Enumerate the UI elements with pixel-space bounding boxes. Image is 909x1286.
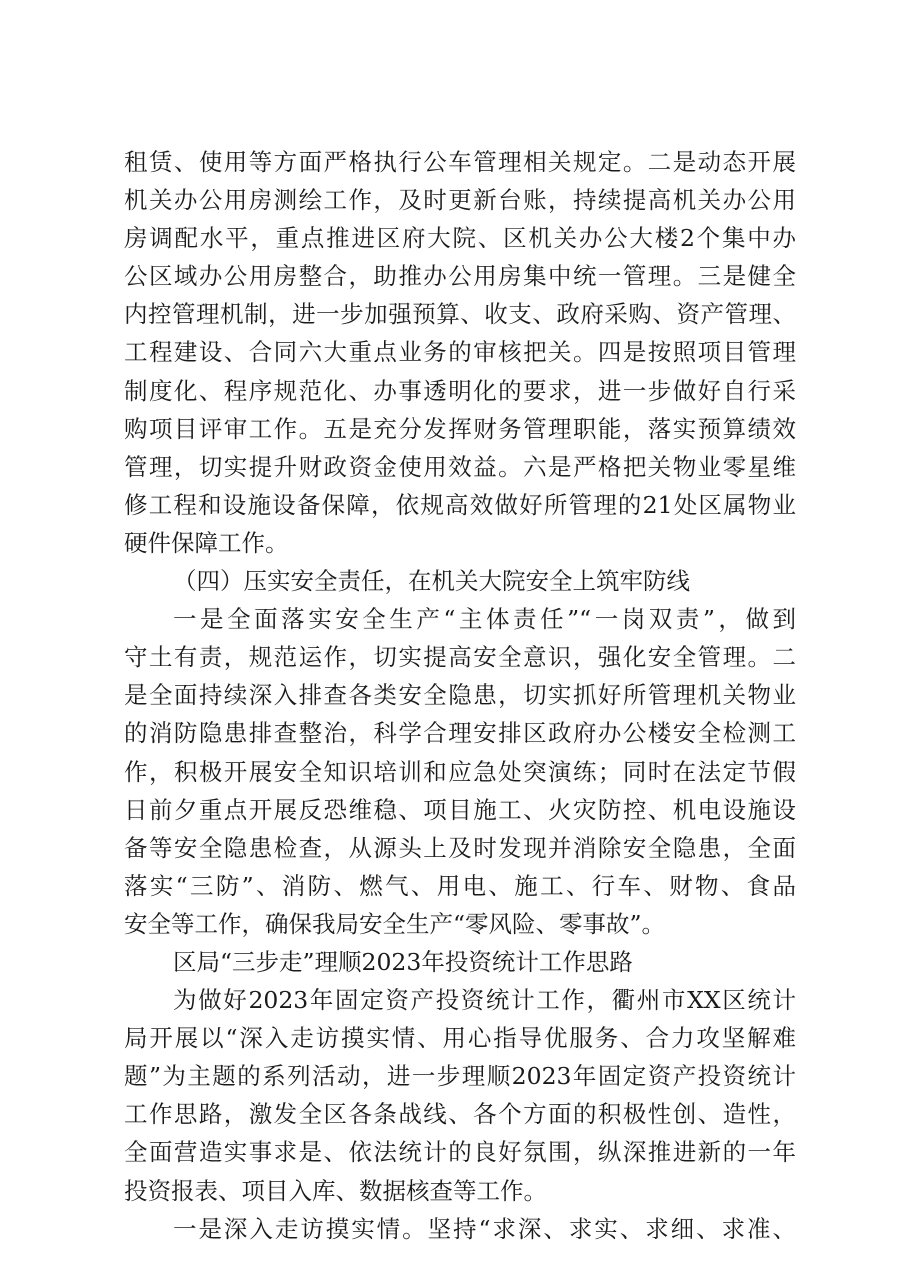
text-line: 局开展以“深入走访摸实情、用心指导优服务、合力攻坚解难: [124, 1024, 796, 1053]
text-line: 题”为主题的系列活动，进一步理顺2023年固定资产投资统计: [124, 1062, 796, 1091]
text-line: 制度化、程序规范化、办事透明化的要求，进一步做好自行采: [124, 376, 796, 405]
text-line: 投资报表、项目入库、数据核查等工作。: [124, 1176, 547, 1205]
text-line: 硬件保障工作。: [124, 528, 289, 557]
article-title: 区局“三步走”理顺2023年投资统计工作思路: [173, 947, 633, 976]
text-line: 公区域办公用房整合，助推办公用房集中统一管理。三是健全: [124, 262, 796, 291]
document-body: [124, 143, 796, 1248]
text-line: 的消防隐患排查整治，科学合理安排区政府办公楼安全检测工: [124, 719, 796, 748]
text-line: 为做好2023年固定资产投资统计工作，衢州市XX区统计: [173, 986, 796, 1015]
text-line: 工程建设、合同六大重点业务的审核把关。四是按照项目管理: [124, 338, 796, 367]
text-line: 内控管理机制，进一步加强预算、收支、政府采购、资产管理、: [124, 300, 796, 329]
text-line: 修工程和设施设备保障，依规高效做好所管理的21处区属物业: [124, 490, 796, 519]
text-line: 房调配水平，重点推进区府大院、区机关办公大楼2个集中办: [124, 224, 796, 253]
text-line: 管理，切实提升财政资金使用效益。六是严格把关物业零星维: [124, 452, 796, 481]
text-line: 租赁、使用等方面严格执行公车管理相关规定。二是动态开展: [124, 148, 796, 176]
text-line: 日前夕重点开展反恐维稳、项目施工、火灾防控、机电设施设: [124, 795, 796, 824]
text-line: 守土有责，规范运作，切实提高安全意识，强化安全管理。二: [124, 643, 796, 672]
text-line: 落实“三防”、消防、燃气、用电、施工、行车、财物、食品: [124, 871, 796, 900]
text-line: 工作思路，激发全区各条战线、各个方面的积极性创、造性，: [124, 1100, 796, 1129]
section-heading: （四）压实安全责任，在机关大院安全上筑牢防线: [173, 567, 690, 596]
text-line: 一是深入走访摸实情。坚持“求深、求实、求细、求准、: [173, 1214, 796, 1243]
text-line: 一是全面落实安全生产“主体责任”“一岗双责”，做到: [173, 605, 796, 634]
text-line: 全面营造实事求是、依法统计的良好氛围，纵深推进新的一年: [124, 1138, 796, 1167]
text-line: 作，积极开展安全知识培训和应急处突演练；同时在法定节假: [124, 757, 796, 786]
text-line: 是全面持续深入排查各类安全隐患，切实抓好所管理机关物业: [124, 681, 796, 710]
text-line: 购项目评审工作。五是充分发挥财务管理职能，落实预算绩效: [124, 414, 796, 443]
text-line: 机关办公用房测绘工作，及时更新台账，持续提高机关办公用: [124, 186, 796, 215]
text-line: 安全等工作，确保我局安全生产“零风险、零事故”。: [124, 909, 666, 938]
text-line: 备等安全隐患检查，从源头上及时发现并消除安全隐患，全面: [124, 833, 796, 862]
